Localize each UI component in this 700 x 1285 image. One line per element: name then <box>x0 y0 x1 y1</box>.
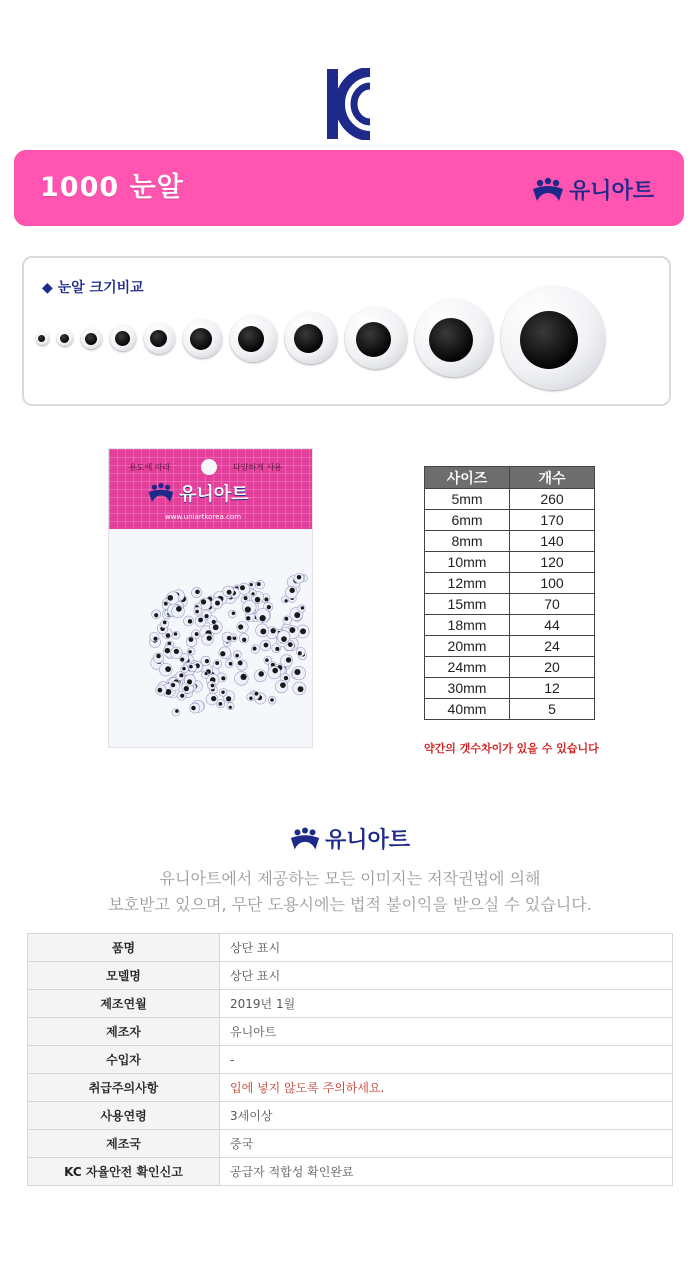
googly-eye <box>228 610 236 618</box>
size-cell: 5mm <box>425 489 510 510</box>
eye-size-comparison <box>22 256 671 406</box>
googly-eye <box>202 634 214 646</box>
info-label: 제조연월 <box>28 990 220 1018</box>
size-cell: 30mm <box>425 678 510 699</box>
size-row <box>425 699 595 720</box>
pupil <box>115 331 130 346</box>
googly-eye <box>172 709 180 717</box>
size-row <box>425 489 595 510</box>
package-url: www.uniartkorea.com <box>165 513 242 521</box>
info-label: KC 자율안전 확인신고 <box>28 1158 220 1186</box>
googly-eye-sample <box>57 330 73 346</box>
googly-eye <box>292 666 306 680</box>
googly-eye <box>153 653 163 663</box>
uniart-logo-icon <box>147 482 175 504</box>
googly-eye <box>211 598 222 609</box>
copyright-line-2: 보호받고 있으며, 무단 도용시에는 법적 불이익을 받으실 수 있습니다. <box>108 895 592 914</box>
googly-eye-sample <box>81 328 102 349</box>
googly-eye-sample <box>183 319 222 358</box>
googly-eye <box>219 647 231 659</box>
googly-eye <box>296 647 305 656</box>
googly-eye <box>150 632 159 641</box>
info-row <box>28 962 673 990</box>
count-cell: 5 <box>510 699 595 720</box>
package-header <box>109 449 312 529</box>
googly-eye <box>206 693 218 705</box>
googly-eye <box>159 663 172 676</box>
googly-eye <box>256 609 270 623</box>
size-row <box>425 615 595 636</box>
size-row <box>425 573 595 594</box>
googly-eye <box>213 660 222 669</box>
package-tag-left: 용도에 따라 <box>129 463 171 472</box>
size-cell: 15mm <box>425 594 510 615</box>
info-row <box>28 990 673 1018</box>
googly-eye <box>260 640 271 651</box>
count-cell: 260 <box>510 489 595 510</box>
info-label: 수입자 <box>28 1046 220 1074</box>
googly-eye <box>249 590 256 597</box>
uniart-logo-icon <box>289 826 321 852</box>
googly-eye <box>237 660 247 670</box>
googly-eye <box>156 685 166 695</box>
info-value: 중국 <box>220 1130 673 1158</box>
count-cell: 12 <box>510 678 595 699</box>
info-value: 공급자 적합성 확인완료 <box>220 1158 673 1186</box>
info-value: 유니아트 <box>220 1018 673 1046</box>
size-cell: 40mm <box>425 699 510 720</box>
size-count-table <box>424 466 595 720</box>
googly-eye <box>298 605 305 612</box>
googly-eye-sample <box>144 323 175 354</box>
googly-eye <box>177 691 186 700</box>
count-cell: 120 <box>510 552 595 573</box>
info-row <box>28 934 673 962</box>
info-row <box>28 1158 673 1186</box>
googly-eye <box>237 621 248 632</box>
count-cell: 70 <box>510 594 595 615</box>
googly-eye <box>172 605 185 618</box>
package-brand-name: 유니아트 <box>179 484 249 505</box>
googly-eye <box>268 696 276 704</box>
info-value: 상단 표시 <box>220 934 673 962</box>
googly-eye <box>242 600 256 614</box>
kc-certification-icon <box>326 68 374 140</box>
pupil <box>38 335 45 342</box>
googly-eye-sample <box>36 332 49 345</box>
package-tag-right: 다양하게 사용 <box>233 463 282 472</box>
pupil <box>238 326 264 352</box>
size-header: 사이즈 <box>425 467 510 489</box>
size-row <box>425 678 595 699</box>
package-brand <box>147 480 249 506</box>
googly-eye <box>202 610 211 619</box>
googly-eye <box>223 586 234 597</box>
size-cell: 10mm <box>425 552 510 573</box>
googly-eye <box>239 633 249 643</box>
product-info-table <box>27 933 673 1186</box>
count-cell: 44 <box>510 615 595 636</box>
googly-eye-sample <box>230 315 277 362</box>
size-row <box>425 636 595 657</box>
googly-eye-sample <box>501 286 605 390</box>
googly-eye <box>181 665 189 673</box>
count-cell: 100 <box>510 573 595 594</box>
info-label: 취급주의사항 <box>28 1074 220 1102</box>
size-cell: 18mm <box>425 615 510 636</box>
title-banner <box>14 150 684 226</box>
footer-brand <box>289 823 410 854</box>
count-header: 개수 <box>510 467 595 489</box>
googly-eye <box>268 666 281 679</box>
info-row <box>28 1102 673 1130</box>
info-row <box>28 1046 673 1074</box>
googly-eye <box>184 616 194 626</box>
googly-eye-sample <box>415 299 493 377</box>
footer-brand-name: 유니아트 <box>325 828 411 853</box>
brand-name: 유니아트 <box>568 179 654 204</box>
count-cell: 24 <box>510 636 595 657</box>
pupil <box>429 318 473 362</box>
googly-eye <box>187 648 194 655</box>
product-package-image <box>108 448 313 748</box>
brand-logo <box>531 174 654 205</box>
googly-eye <box>190 703 200 713</box>
googly-eye <box>277 631 290 644</box>
googly-eye <box>247 693 255 701</box>
hang-hole <box>201 459 217 475</box>
googly-eye <box>234 651 242 659</box>
comparison-heading: ◆ 눈알 크기비교 <box>42 280 144 296</box>
pupil <box>356 322 391 357</box>
googly-eye <box>170 681 179 690</box>
googly-eye <box>189 664 197 672</box>
googly-eye <box>161 620 169 628</box>
googly-eye <box>166 592 179 605</box>
copyright-line-1: 유니아트에서 제공하는 모든 이미지는 저작권법에 의해 <box>159 869 541 888</box>
googly-eye <box>152 610 161 619</box>
googly-eye-sample <box>285 312 337 364</box>
googly-eye <box>184 675 195 686</box>
pupil <box>520 311 578 369</box>
pupil <box>190 328 212 350</box>
googly-eye <box>207 681 215 689</box>
info-row <box>28 1074 673 1102</box>
size-row <box>425 531 595 552</box>
googly-eye <box>172 631 180 639</box>
count-cell: 170 <box>510 510 595 531</box>
pupil <box>150 330 167 347</box>
googly-eye <box>225 660 233 668</box>
size-row <box>425 657 595 678</box>
size-cell: 6mm <box>425 510 510 531</box>
count-variance-note: 약간의 갯수차이가 있을 수 있습니다 <box>424 742 599 755</box>
info-value: 2019년 1월 <box>220 990 673 1018</box>
pupil <box>60 334 69 343</box>
info-label: 제조국 <box>28 1130 220 1158</box>
googly-eye <box>256 624 269 637</box>
googly-eye <box>191 588 201 598</box>
googly-eye <box>294 573 304 583</box>
info-row <box>28 1018 673 1046</box>
googly-eye-sample <box>345 307 407 369</box>
info-label: 제조자 <box>28 1018 220 1046</box>
googly-eye <box>256 580 265 589</box>
info-value: 3세이상 <box>220 1102 673 1130</box>
pupil <box>85 333 97 345</box>
info-value: 상단 표시 <box>220 962 673 990</box>
copyright-notice <box>0 866 700 918</box>
googly-eye <box>238 583 249 594</box>
count-cell: 20 <box>510 657 595 678</box>
product-title: 1000 눈알 <box>40 172 184 203</box>
size-cell: 12mm <box>425 573 510 594</box>
googly-eye <box>192 630 201 639</box>
info-label: 품명 <box>28 934 220 962</box>
info-value: - <box>220 1046 673 1074</box>
googly-eye <box>254 670 266 682</box>
size-cell: 8mm <box>425 531 510 552</box>
googly-eye <box>201 671 208 678</box>
pupil <box>294 324 323 353</box>
count-cell: 140 <box>510 531 595 552</box>
googly-eye <box>235 672 249 686</box>
info-label: 사용연령 <box>28 1102 220 1130</box>
googly-eye <box>227 703 234 710</box>
googly-eyes-pile <box>109 529 312 747</box>
size-row <box>425 594 595 615</box>
googly-eye <box>293 682 306 695</box>
googly-eye <box>251 645 260 654</box>
size-row <box>425 552 595 573</box>
info-row <box>28 1130 673 1158</box>
googly-eye-sample <box>110 325 136 351</box>
googly-eye <box>171 647 183 659</box>
googly-eye <box>285 586 297 598</box>
googly-eye <box>219 689 227 697</box>
size-cell: 20mm <box>425 636 510 657</box>
info-label: 모델명 <box>28 962 220 990</box>
size-row <box>425 510 595 531</box>
uniart-logo-icon <box>531 177 565 203</box>
googly-eye <box>194 607 202 615</box>
info-value: 입에 넣지 않도록 주의하세요. <box>220 1074 673 1102</box>
googly-eye <box>281 655 293 667</box>
googly-eye <box>275 680 288 693</box>
googly-eye <box>222 632 232 642</box>
size-cell: 24mm <box>425 657 510 678</box>
